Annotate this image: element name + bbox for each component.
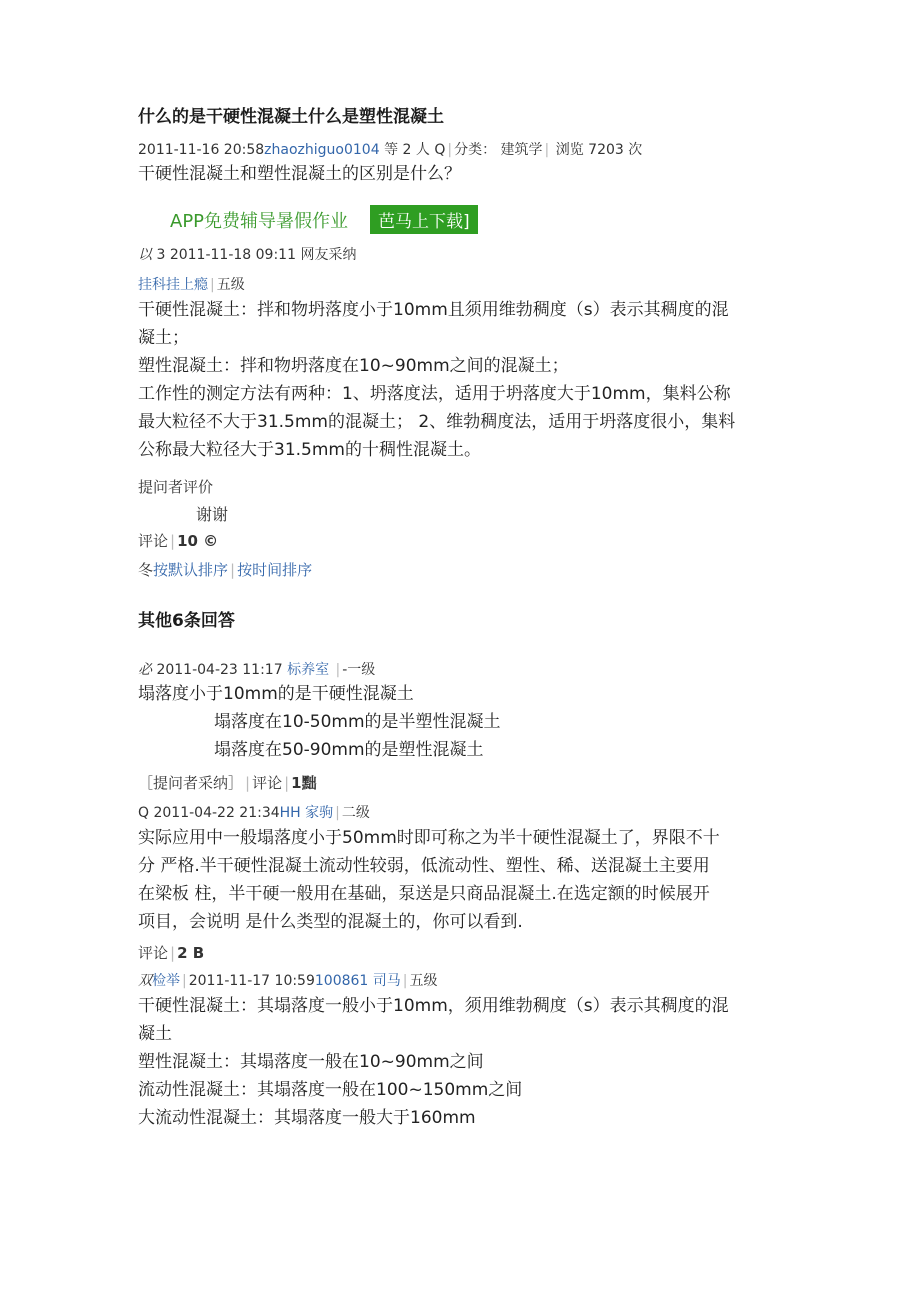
separator: | xyxy=(284,774,290,792)
sort-prefix: 冬 xyxy=(138,561,154,579)
views-count: 7203 xyxy=(588,142,624,158)
answer-footer xyxy=(138,942,204,963)
answer-level: 五级 xyxy=(409,973,438,989)
category-link[interactable]: 建筑学 xyxy=(500,142,543,158)
app-banner xyxy=(170,205,478,234)
question-user-link[interactable]: zhaozhiguo0104 xyxy=(264,142,380,158)
answer-meta xyxy=(138,802,370,822)
separator: | xyxy=(544,142,550,158)
separator: | xyxy=(170,944,176,962)
asker-eval-label: 提问者评价 xyxy=(138,478,214,496)
separator: | xyxy=(245,774,251,792)
asker-eval-text: 谢谢 xyxy=(196,505,229,524)
best-answer-date: 2011-11-18 09:11 xyxy=(169,247,296,263)
answer-date: 2011-04-22 21:34 xyxy=(153,805,280,821)
answer-user-link[interactable]: 100861 司马 xyxy=(314,973,401,989)
best-answer-user-link[interactable]: 挂科挂上瘾 xyxy=(138,277,208,293)
comment-count: 2 B xyxy=(177,944,205,962)
best-answer-meta xyxy=(138,244,356,264)
separator: | xyxy=(335,662,341,678)
answer-line: 公称最大粒径大于31.5mm的十稠性混凝土。 xyxy=(138,440,481,460)
answer-body xyxy=(138,992,729,1132)
separator: | xyxy=(447,142,453,158)
separator: | xyxy=(402,973,408,989)
separator: | xyxy=(210,277,215,293)
answer-line: 塑性混凝土：拌和物坍落度在10~90mm之间的混凝土； xyxy=(138,356,569,376)
answer-line: 工作性的测定方法有两种：1、坍落度法，适用于坍落度大于10mm，集料公称 xyxy=(138,384,731,404)
answer-line: 干硬性混凝土：其塌落度一般小于10mm，须用维勃稠度（s）表示其稠度的混 xyxy=(138,996,729,1016)
best-answer-status: 网友采纳 xyxy=(300,247,357,263)
comment-link[interactable]: 评论 xyxy=(138,944,169,962)
answer-date: 2011-11-17 10:59 xyxy=(188,973,315,989)
answer-footer xyxy=(138,772,317,793)
separator: | xyxy=(230,561,236,579)
answer-user-link[interactable]: HH 家驹 xyxy=(279,805,334,821)
vote-count: 3 xyxy=(156,247,166,263)
answer-line: 最大粒径不大于31.5mm的混凝土； 2、维勃稠度法，适用于坍落度很小，集料 xyxy=(138,412,736,432)
question-title: 什么的是干硬性混凝土什么是塑性混凝土 xyxy=(138,107,444,127)
answer-line: 实际应用中一般塌落度小于50mm时即可称之为半十硬性混凝土了，界限不十 xyxy=(138,828,720,848)
vote-prefix: 以 xyxy=(138,247,152,263)
answer-line: 塑性混凝土：其塌落度一般在10~90mm之间 xyxy=(138,1052,484,1072)
views-unit: 次 xyxy=(628,142,643,158)
answer-line: 塌落度小于10mm的是干硬性混凝土 xyxy=(138,684,414,704)
answer-line: 在梁板 柱，半干硬一般用在基础，泵送是只商品混凝土.在选定额的时候展开 xyxy=(138,884,710,904)
answer-user-link[interactable]: 标养室 xyxy=(287,662,330,678)
comment-link[interactable]: 评论 xyxy=(252,774,283,792)
answer-line: 分 严格.半干硬性混凝土流动性较弱，低流动性、塑性、稀、送混凝土主要用 xyxy=(138,856,710,876)
comment-link[interactable]: 评论 xyxy=(138,532,169,550)
best-answer-comments xyxy=(138,530,218,551)
report-link[interactable]: 检举 xyxy=(152,973,180,989)
separator: | xyxy=(182,973,187,989)
app-download-button[interactable]: 芭马上下载] xyxy=(370,205,478,234)
answer-level: -一级 xyxy=(342,662,376,678)
other-answers-title: 其他6条回答 xyxy=(138,611,235,631)
views-label: 浏览 xyxy=(555,142,584,158)
answer-line: 凝土； xyxy=(138,328,189,348)
answer-prefix: 必 xyxy=(138,662,152,678)
answer-body xyxy=(138,680,501,764)
comment-count: 10 © xyxy=(177,532,219,550)
answer-prefix: 双 xyxy=(138,973,152,989)
answer-prefix: Q xyxy=(138,805,150,821)
sort-bar xyxy=(138,559,312,580)
answer-meta xyxy=(138,659,375,679)
comment-count: 1黜 xyxy=(291,774,317,792)
separator: | xyxy=(335,805,340,821)
category-label: 分类： xyxy=(454,142,497,158)
answer-line: 大流动性混凝土：其塌落度一般大于160mm xyxy=(138,1108,476,1128)
app-banner-text[interactable]: APP免费辅导暑假作业 xyxy=(170,211,349,232)
best-answer-level: 五级 xyxy=(216,277,245,293)
best-answer-body xyxy=(138,296,735,464)
adopted-tag: ［提问者采纳］ xyxy=(138,774,244,792)
sort-default-link[interactable]: 按默认排序 xyxy=(153,561,229,579)
best-answer-user xyxy=(138,274,245,294)
answer-line: 塌落度在50-90mm的是塑性混凝土 xyxy=(214,740,484,760)
question-count: 等 2 人 xyxy=(384,142,430,158)
separator: | xyxy=(170,532,176,550)
sort-time-link[interactable]: 按时间排序 xyxy=(237,561,313,579)
question-q-mark: Q xyxy=(434,142,446,158)
answer-line: 项目，会说明 是什么类型的混凝土的，你可以看到. xyxy=(138,912,523,932)
answer-level: 二级 xyxy=(341,805,370,821)
question-date: 2011-11-16 20:58 xyxy=(138,142,265,158)
answer-date: 2011-04-23 11:17 xyxy=(156,662,283,678)
answer-meta xyxy=(138,970,438,990)
answer-line: 塌落度在10-50mm的是半塑性混凝土 xyxy=(214,712,501,732)
question-meta xyxy=(138,139,642,159)
answer-line: 流动性混凝土：其塌落度一般在100~150mm之间 xyxy=(138,1080,523,1100)
answer-body xyxy=(138,824,720,936)
question-body: 干硬性混凝土和塑性混凝土的区别是什么？ xyxy=(138,164,461,184)
answer-line: 干硬性混凝土：拌和物坍落度小于10mm且须用维勃稠度（s）表示其稠度的混 xyxy=(138,300,729,320)
answer-line: 凝土 xyxy=(138,1024,172,1044)
